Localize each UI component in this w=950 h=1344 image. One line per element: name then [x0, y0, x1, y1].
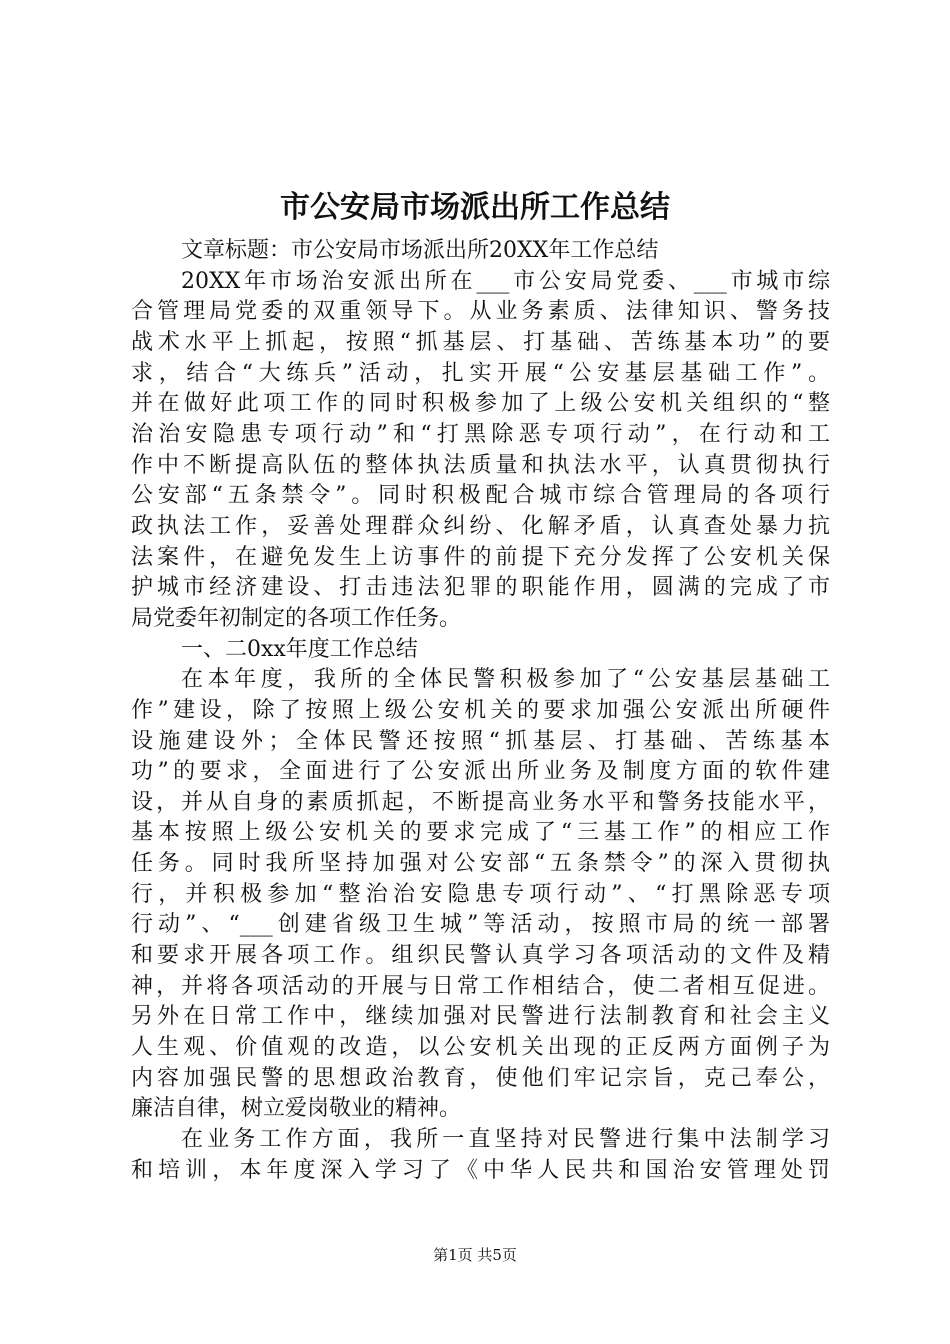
document-body	[131, 236, 830, 1186]
text-line: 和要求开展各项工作。组织民警认真学习各项活动的文件及精	[131, 943, 830, 969]
text-line: 作”建设，除了按照上级公安机关的要求加强公安派出所硬件	[131, 697, 830, 723]
text-line: 另外在日常工作中，继续加强对民警进行法制教育和社会主义	[131, 1004, 830, 1030]
text-line: 作中不断提高队伍的整体执法质量和执法水平，认真贯彻执行	[131, 452, 830, 478]
text-line: 人生观、价值观的改造，以公安机关出现的正反两方面例子为	[131, 1035, 830, 1061]
text-line: 合管理局党委的双重领导下。从业务素质、法律知识、警务技	[131, 299, 830, 325]
text-line: 基本按照上级公安机关的要求完成了“三基工作”的相应工作	[131, 820, 830, 846]
document-title: 市公安局市场派出所工作总结	[280, 190, 670, 225]
text-line: 神，并将各项活动的开展与日常工作相结合，使二者相互促进。	[131, 973, 830, 999]
text-line: 公安部“五条禁令”。同时积极配合城市综合管理局的各项行	[131, 483, 830, 509]
text-line: 治治安隐患专项行动”和“打黑除恶专项行动”，在行动和工	[131, 421, 830, 447]
text-line: 设，并从自身的素质抓起，不断提高业务水平和警务技能水平，	[131, 789, 830, 815]
text-line: 护城市经济建设、打击违法犯罪的职能作用，圆满的完成了市	[131, 575, 830, 601]
text-line: 在业务工作方面，我所一直坚持对民警进行集中法制学习	[181, 1127, 830, 1153]
text-line: 和培训，本年度深入学习了《中华人民共和国治安管理处罚	[131, 1157, 830, 1183]
text-line: 内容加强民警的思想政治教育，使他们牢记宗旨，克己奉公，	[131, 1065, 830, 1091]
text-line: 一、二0xx年度工作总结	[181, 636, 418, 662]
text-line: 局党委年初制定的各项工作任务。	[131, 605, 462, 631]
text-line: 战术水平上抓起，按照“抓基层、打基础、苦练基本功”的要	[131, 329, 830, 355]
text-line: 设施建设外；全体民警还按照“抓基层、打基础、苦练基本	[131, 728, 830, 754]
text-line: 文章标题：市公安局市场派出所20XX年工作总结	[181, 238, 659, 263]
text-line: 行，并积极参加“整治治安隐患专项行动”、“打黑除恶专项	[131, 881, 830, 907]
text-line: 并在做好此项工作的同时积极参加了上级公安机关组织的“整	[131, 391, 830, 417]
text-line: 在本年度，我所的全体民警积极参加了“公安基层基础工	[181, 667, 830, 693]
text-line: 任务。同时我所坚持加强对公安部“五条禁令”的深入贯彻执	[131, 851, 830, 877]
text-line: 行动”、“___创建省级卫生城”等活动，按照市局的统一部署	[131, 912, 830, 938]
text-line: 20XX年市场治安派出所在___市公安局党委、___市城市综	[181, 268, 830, 294]
text-line: 政执法工作，妥善处理群众纠纷、化解矛盾，认真查处暴力抗	[131, 513, 830, 539]
text-line: 功”的要求，全面进行了公安派出所业务及制度方面的软件建	[131, 759, 830, 785]
text-line: 廉洁自律，树立爱岗敬业的精神。	[131, 1096, 462, 1122]
page-footer: 第1页 共5页	[433, 1246, 517, 1264]
text-line: 求，结合“大练兵”活动，扎实开展“公安基层基础工作”。	[131, 360, 830, 386]
text-line: 法案件，在避免发生上访事件的前提下充分发挥了公安机关保	[131, 544, 830, 570]
